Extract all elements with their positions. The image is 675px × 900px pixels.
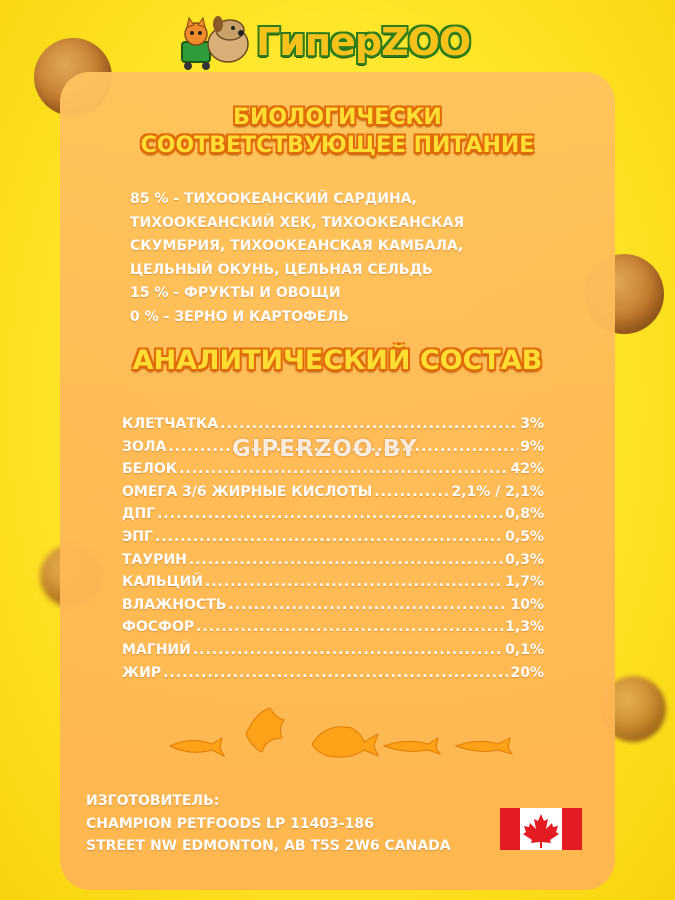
analysis-row <box>122 529 544 552</box>
manufacturer-info <box>86 790 451 858</box>
dot-leader <box>193 642 503 658</box>
analysis-title: АНАЛИТИЧЕСКИЙ СОСТАВ <box>132 345 543 376</box>
nutrient-value: 0,3% <box>505 551 544 568</box>
nutrient-value: 42% <box>510 461 544 478</box>
analysis-row <box>122 552 544 575</box>
ingredient-line: 0 % - ЗЕРНО И КАРТОФЕЛЬ <box>130 308 349 325</box>
nutrient-name: КЛЕТЧАТКА <box>122 416 219 432</box>
ingredient-line: ТИХООКЕАНСКИЙ ХЕК, ТИХООКЕАНСКАЯ <box>130 214 465 231</box>
analysis-row <box>122 506 544 529</box>
dot-leader <box>220 416 518 432</box>
analysis-row <box>122 461 544 484</box>
nutrient-name: МАГНИЙ <box>122 641 191 658</box>
dot-leader <box>163 665 508 681</box>
analysis-row <box>122 619 544 642</box>
ingredient-line: СКУМБРИЯ, ТИХООКЕАНСКАЯ КАМБАЛА, <box>130 238 464 254</box>
brand-logo <box>178 12 488 74</box>
dot-leader <box>155 529 503 545</box>
fish-icon <box>384 738 440 754</box>
dot-leader <box>157 506 503 522</box>
nutrient-value: 0,5% <box>505 528 544 545</box>
canada-flag <box>500 808 582 850</box>
manufacturer-line2: STREET NW EDMONTON, AB T5S 2W6 CANADA <box>86 838 451 854</box>
dot-leader <box>205 574 503 590</box>
nutrient-value: 9% <box>520 438 544 455</box>
fish-icons <box>166 704 516 764</box>
watermark: GIPERZOO.BY <box>232 436 418 462</box>
nutrient-name: ФОСФОР <box>122 619 195 636</box>
dot-leader <box>179 461 508 477</box>
nutrient-value: 20% <box>510 664 544 681</box>
analysis-row <box>122 484 544 507</box>
nutrient-name: ДПГ <box>122 506 156 523</box>
nutrient-name: ВЛАЖНОСТЬ <box>122 596 227 613</box>
fish-icon <box>312 727 378 757</box>
nutrient-value: 1,7% <box>505 574 544 591</box>
headline-line2: СООТВЕТСТВУЮЩЕЕ ПИТАНИЕ <box>140 133 535 158</box>
headline <box>60 104 615 160</box>
nutrient-value: 2,1% / 2,1% <box>451 483 544 500</box>
manufacturer-label: ИЗГОТОВИТЕЛЬ: <box>86 793 220 809</box>
ingredient-line: ЦЕЛЬНЫЙ ОКУНЬ, ЦЕЛЬНАЯ СЕЛЬДЬ <box>130 261 433 278</box>
manufacturer-line1: CHAMPION PETFOODS LP 11403-186 <box>86 815 374 832</box>
nutrient-value: 10% <box>510 596 544 613</box>
dot-leader <box>374 484 449 500</box>
dot-leader <box>189 552 503 568</box>
nutrient-name: БЕЛОК <box>122 461 178 478</box>
analysis-row <box>122 597 544 620</box>
logo-text: ГиперZOO <box>256 20 471 64</box>
headline-line1: БИОЛОГИЧЕСКИ <box>233 105 442 130</box>
ingredient-line: 85 % - ТИХООКЕАНСКИЙ САРДИНА, <box>130 191 417 207</box>
fish-icon <box>246 708 284 752</box>
fish-icon <box>456 738 512 754</box>
ingredient-line: 15 % - ФРУКТЫ И ОВОЩИ <box>130 285 341 301</box>
fish-icon <box>170 738 224 756</box>
analysis-row <box>122 642 544 665</box>
nutrient-name: КАЛЬЦИЙ <box>122 574 203 591</box>
analysis-row <box>122 574 544 597</box>
nutrient-value: 0,1% <box>505 641 544 658</box>
nutrient-name: ЗОЛА <box>122 438 167 455</box>
ingredients-list <box>130 188 560 329</box>
nutrient-value: 1,3% <box>505 619 544 636</box>
analysis-row <box>122 665 544 688</box>
nutrient-name: ЭПГ <box>122 528 153 545</box>
nutrient-name: ТАУРИН <box>122 551 187 568</box>
nutrient-name: ОМЕГА 3/6 ЖИРНЫЕ КИСЛОТЫ <box>122 483 373 500</box>
mascots-icon <box>178 12 254 74</box>
nutrient-value: 0,8% <box>505 506 544 523</box>
nutrient-name: ЖИР <box>122 664 162 681</box>
dot-leader <box>196 619 503 635</box>
nutrient-value: 3% <box>520 416 544 432</box>
dot-leader <box>228 597 508 613</box>
